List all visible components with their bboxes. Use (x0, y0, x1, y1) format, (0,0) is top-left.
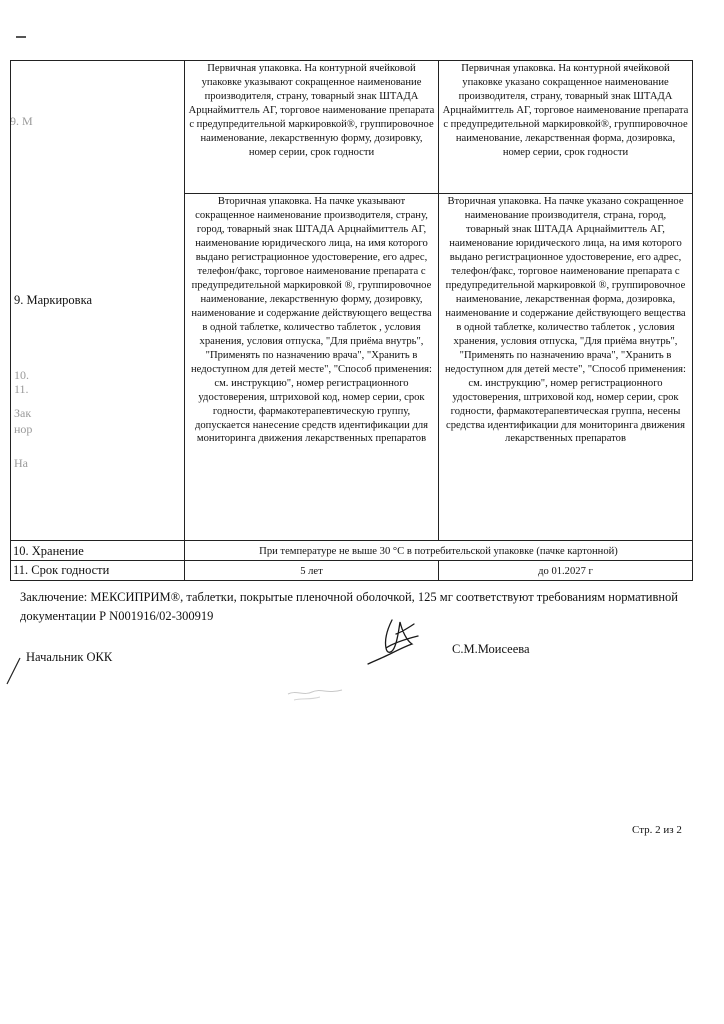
signatory-name: С.М.Моисеева (452, 642, 530, 656)
secondary-pack-spec: Вторичная упаковка. На пачке указывают сокращенное наименование производителя, страну, город, товарный знак ШТАДА Арцнаймиттель АГ, наименование юридического лица, на имя которого выдано регистрационное удостоверение, его адрес, телефон/факс, торговое наименование препарата с предупредительной маркировкой ®, группировочное наименование, лекарственную форму, дозировку, наименование и содержание действующего вещества в одной таблетке, количество таблеток , условия хранения, условия отпуска, "Для приёма внутрь", "Применять по назначению врача", "Хранить в недоступном для детей месте", "Способ применения: см. инструкцию", номер регистрационного удостоверения, штриховой код, номер серии, срок годности, фармакотерапевтическую группу, допускается нанесение средств идентификации для мониторинга движения лекарственных препаратов (185, 194, 439, 541)
marking-label: 9. Маркировка (11, 61, 185, 541)
storage-value: При температуре не выше 30 °С в потребительской упаковке (пачке картонной) (185, 541, 693, 561)
expiry-spec: 5 лет (185, 561, 439, 581)
secondary-pack-actual: Вторичная упаковка. На пачке указано сокращенное наименование производителя, страна, город, товарный знак ШТАДА Арцнаймиттель АГ, наименование юридического лица, на имя которого выдано регистрационное удостоверение, его адрес, телефон/факс, торговое наименование препарата с предупредительной маркировкой ®, группировочное наименование, лекарственная форма, дозировка, наименование и содержание действующего вещества в одной таблетке, количество таблеток , условия хранения, условия отпуска, "Для приёма внутрь", "Применять по назначению врача", "Хранить в недоступном для детей месте", "Способ применения: см. инструкцию", номер регистрационного удостоверения, штриховой код, номер серии, срок годности, фармакотерапевтическая группа, несены средства идентификации для мониторинга движения лекарственных препаратов (439, 194, 693, 541)
table-row (11, 561, 693, 581)
pen-stroke-icon (4, 656, 24, 686)
table-row (11, 541, 693, 561)
expiry-actual: до 01.2027 г (439, 561, 693, 581)
primary-pack-actual: Первичная упаковка. На контурной ячейковой упаковке указано сокращенное наименование производителя, страну, товарный знак ШТАДА Арцнаймиттель АГ, торговое наименование препарата с предупредительной маркировкой®, группировочное наименование, лекарственная форма, дозировка, номер серии, срок годности (439, 61, 693, 194)
faded-stamp-icon (286, 680, 346, 704)
page-number: Стр. 2 из 2 (632, 824, 682, 836)
signatory-title: Начальник ОКК (26, 650, 113, 664)
table-row (11, 61, 693, 194)
ghost-mark: 10. (14, 368, 29, 382)
ghost-mark: 11. (14, 382, 29, 396)
ghost-mark: На (14, 456, 28, 470)
expiry-label: 11. Срок годности (11, 561, 185, 581)
ghost-mark: Зак (14, 406, 32, 420)
signature-icon (362, 614, 432, 670)
ghost-mark: 9. М (10, 114, 33, 128)
scan-mark (16, 36, 26, 38)
storage-label: 10. Хранение (11, 541, 185, 561)
conclusion-text: Заключение: МЕКСИПРИМ®, таблетки, покрытые пленочной оболочкой, 125 мг соответствуют требованиям нормативной документации Р N001916/02-300919 (20, 590, 679, 623)
primary-pack-spec: Первичная упаковка. На контурной ячейковой упаковке указывают сокращенное наименование производителя, страну, товарный знак ШТАДА Арцнаймиттель АГ, торговое наименование препарата с предупредительной маркировкой®, группировочное наименование, лекарственную форму, дозировку, номер серии, срок годности (185, 61, 439, 194)
marking-table (10, 60, 693, 581)
ghost-mark: нор (14, 422, 33, 436)
